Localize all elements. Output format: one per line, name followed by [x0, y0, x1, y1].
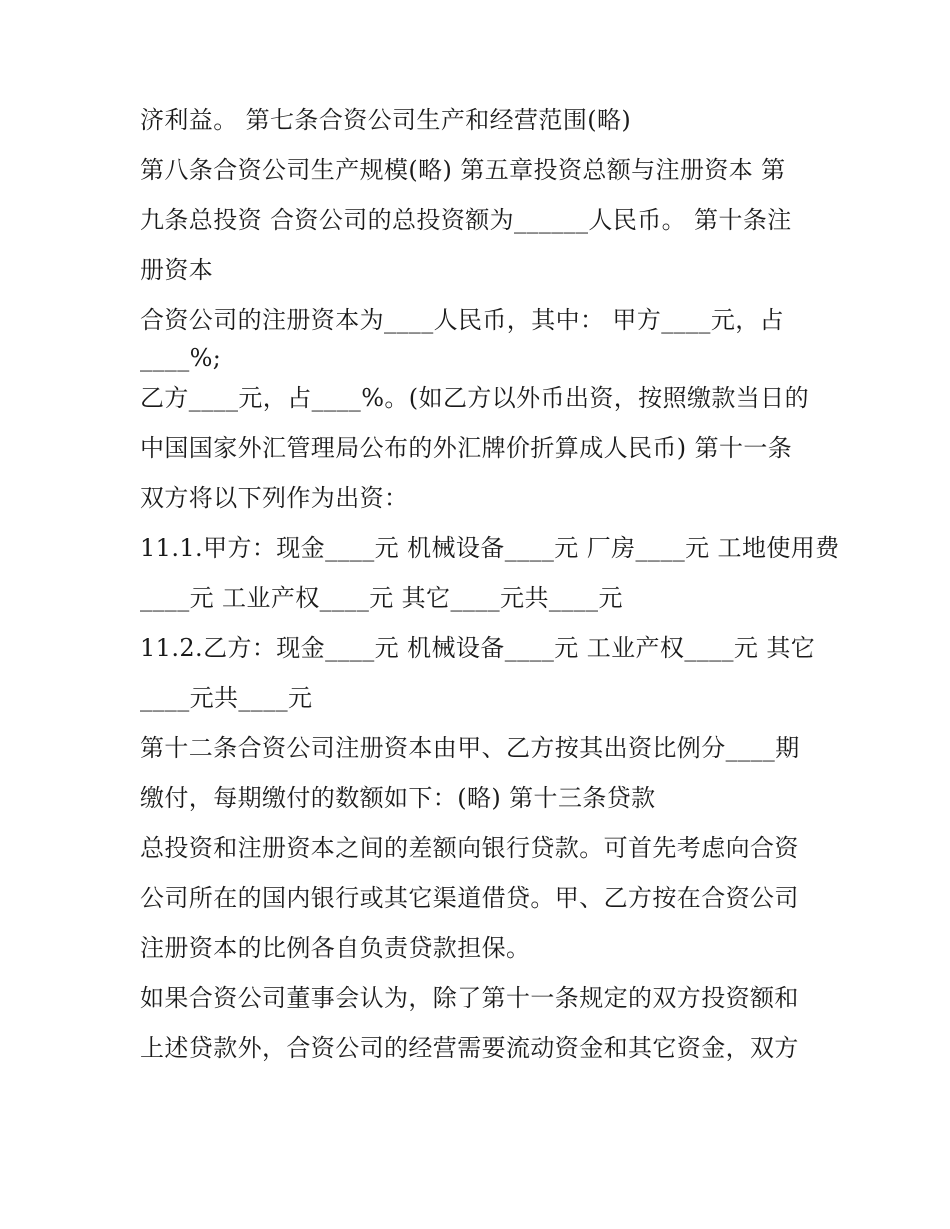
text-line: 合资公司的注册资本为____人民币，其中： 甲方____元，占 [140, 306, 785, 334]
text-line: ____%; [140, 344, 222, 372]
text-line: 公司所在的国内银行或其它渠道借贷。甲、乙方按在合资公司 [140, 884, 799, 912]
text-line: 册资本 [140, 256, 214, 284]
text-line: 11.2.乙方：现金____元 机械设备____元 工业产权____元 其它 [140, 634, 816, 662]
text-line: 双方将以下列作为出资： [140, 484, 409, 512]
text-line: 第八条合资公司生产规模(略) 第五章投资总额与注册资本 第 [140, 156, 786, 184]
text-line: 注册资本的比例各自负责贷款担保。 [140, 934, 531, 962]
text-line: 第十二条合资公司注册资本由甲、乙方按其出资比例分____期 [140, 734, 800, 762]
text-line: 如果合资公司董事会认为，除了第十一条规定的双方投资额和 [140, 984, 799, 1012]
text-line: 中国国家外汇管理局公布的外汇牌价折算成人民币) 第十一条 [140, 434, 793, 462]
text-line: ____元共____元 [140, 684, 313, 712]
text-line: 九条总投资 合资公司的总投资额为______人民币。 第十条注 [140, 206, 792, 234]
text-line: ____元 工业产权____元 其它____元共____元 [140, 584, 623, 612]
text-line: 11.1.甲方：现金____元 机械设备____元 厂房____元 工地使用费 [140, 534, 840, 562]
text-line: 上述贷款外，合资公司的经营需要流动资金和其它资金，双方 [140, 1034, 799, 1062]
text-line: 乙方____元，占____%。(如乙方以外币出资，按照缴款当日的 [140, 384, 809, 412]
document-body [140, 106, 840, 1062]
text-line: 济利益。 第七条合资公司生产和经营范围(略) [140, 106, 632, 134]
text-line: 缴付，每期缴付的数额如下：(略) 第十三条贷款 [140, 784, 656, 812]
text-line: 总投资和注册资本之间的差额向银行贷款。可首先考虑向合资 [140, 834, 799, 862]
